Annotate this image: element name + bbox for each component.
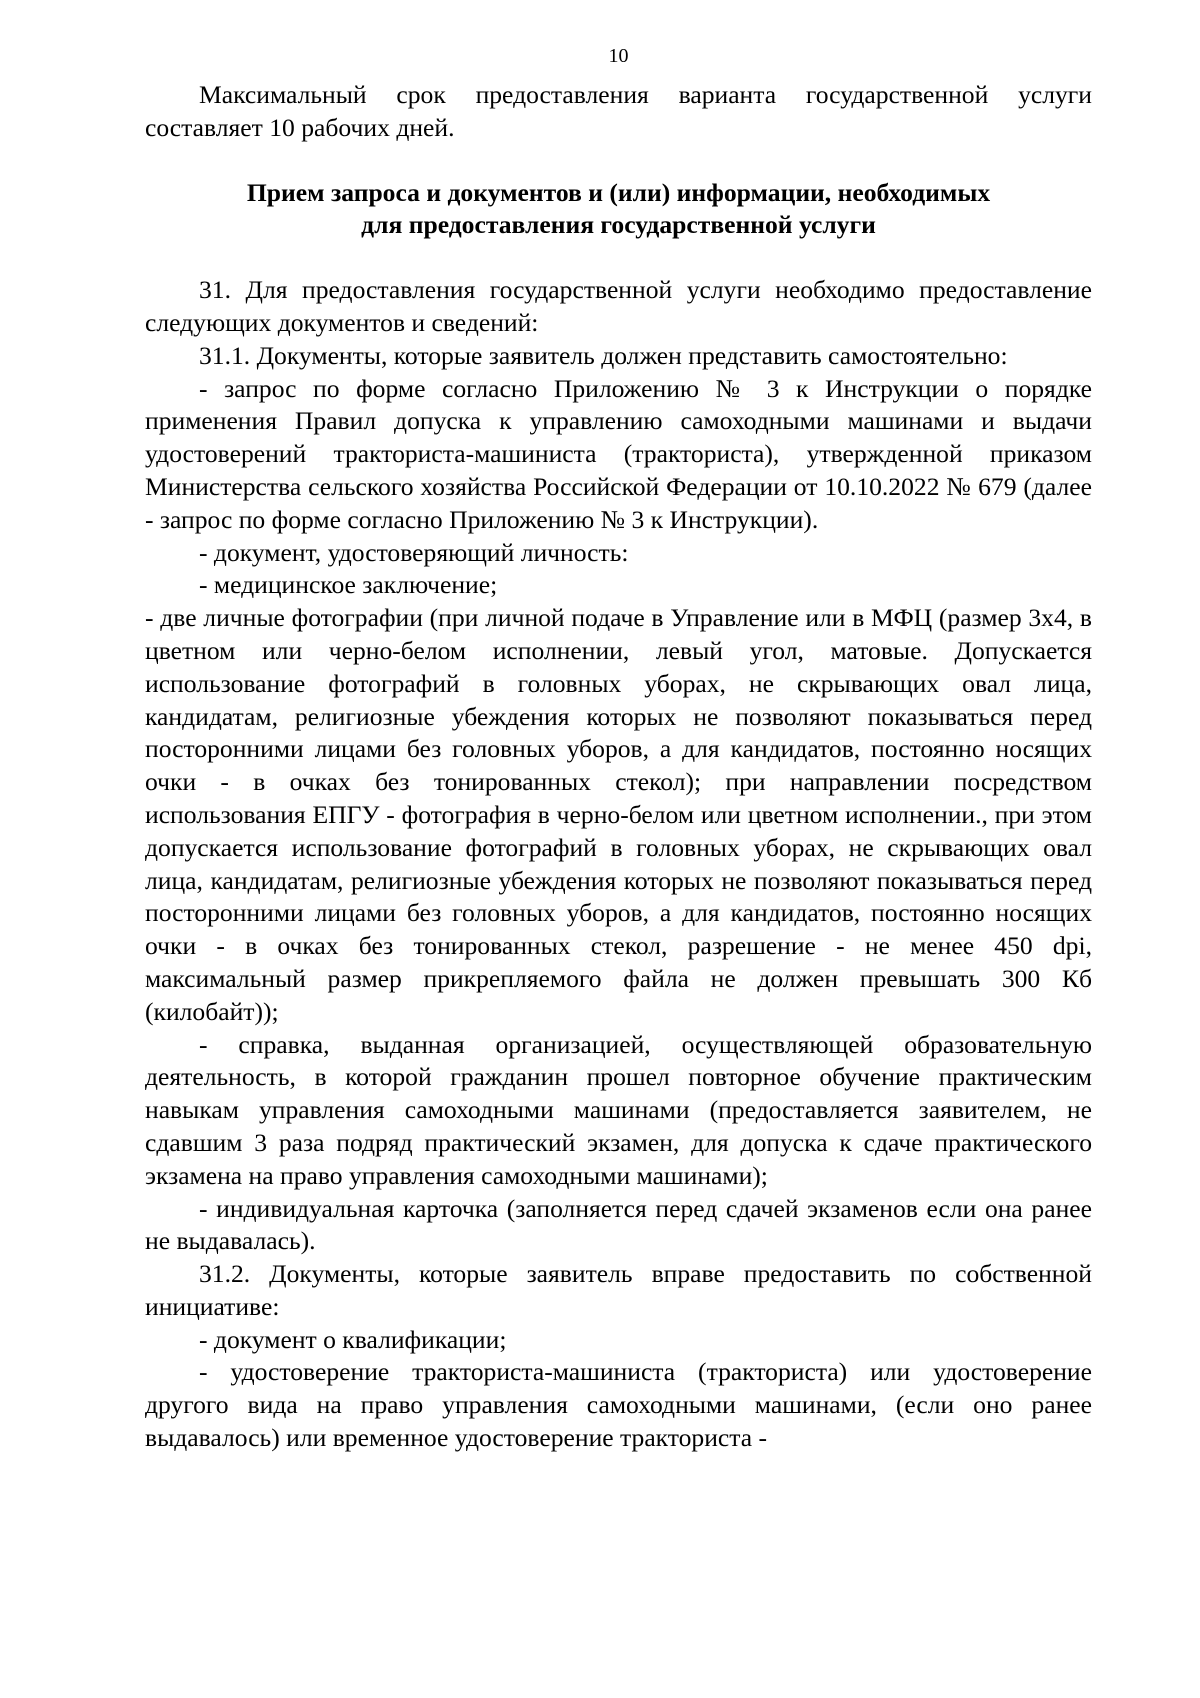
section-heading <box>145 177 1092 243</box>
paragraph-31-1: 31.1. Документы, которые заявитель должен представить самостоятельно: <box>199 340 1008 370</box>
page-number: 10 <box>608 45 629 67</box>
list-item-request-form: - запрос по форме согласно Приложению № 3 к Инструкции о порядке применения Правил допуска к управлению самоходными машинами и выдачи удостоверений тракториста-машиниста (тракториста), утвержденной приказом Министерства сельского хозяйства Российской Федерации от 10.10.2022 № 679 (далее - запрос по форме согласно Приложению № 3 к Инструкции). <box>145 373 1092 534</box>
list-item-identity-document: - документ, удостоверяющий личность: <box>199 537 629 567</box>
document-page <box>145 44 1092 1455</box>
list-item-training-certificate: - справка, выданная организацией, осуществляющей образовательную деятельность, в которой гражданин прошел повторное обучение практическим навыкам управления самоходными машинами (предоставляется заявителем, не сдавшим 3 раза подряд практический экзамен, для допуска к сдаче практического экзамена на право управления самоходными машинами); <box>145 1029 1092 1190</box>
section-heading-line-2: для предоставления государственной услуги <box>361 210 876 240</box>
paragraph-31: 31. Для предоставления государственной услуги необходимо предоставление следующих документов и сведений: <box>145 275 1092 337</box>
section-heading-line-1: Прием запроса и документов и (или) информации, необходимых <box>246 177 991 207</box>
paragraph-31-2: 31.2. Документы, которые заявитель вправе предоставить по собственной инициативе: <box>145 1259 1092 1321</box>
intro-paragraph: Максимальный срок предоставления варианта государственной услуги составляет 10 рабочих дней. <box>145 80 1092 142</box>
list-item-driver-certificate: - удостоверение тракториста-машиниста (тракториста) или удостоверение другого вида на право управления самоходными машинами, (если оно ранее выдавалось) или временное удостоверение тракториста - <box>145 1357 1092 1453</box>
list-item-qualification-document: - документ о квалификации; <box>199 1324 507 1354</box>
list-item-photographs: - две личные фотографии (при личной подаче в Управление или в МФЦ (размер 3х4, в цветном или черно-белом исполнении, левый угол, матовые. Допускается использование фотографий в головных уборах, не скрывающих овал лица, кандидатам, религиозные убеждения которых не позволяют показываться перед посторонними лицами без головных уборов, а для кандидатов, постоянно носящих очки - в очках без тонированных стекол); при направлении посредством использования ЕПГУ - фотография в черно-белом или цветном исполнении., при этом допускается использование фотографий в головных уборах, не скрывающих овал лица, кандидатам, религиозные убеждения которых не позволяют показываться перед посторонними лицами без головных уборов, а для кандидатов, постоянно носящих очки - в очках без тонированных стекол, разрешение - не менее 450 dpi, максимальный размер прикрепляемого файла не должен превышать 300 Кб (килобайт)); <box>145 603 1092 1026</box>
list-item-medical-report: - медицинское заключение; <box>199 570 498 600</box>
list-item-individual-card: - индивидуальная карточка (заполняется перед сдачей экзаменов если она ранее не выдавалась). <box>145 1193 1092 1256</box>
